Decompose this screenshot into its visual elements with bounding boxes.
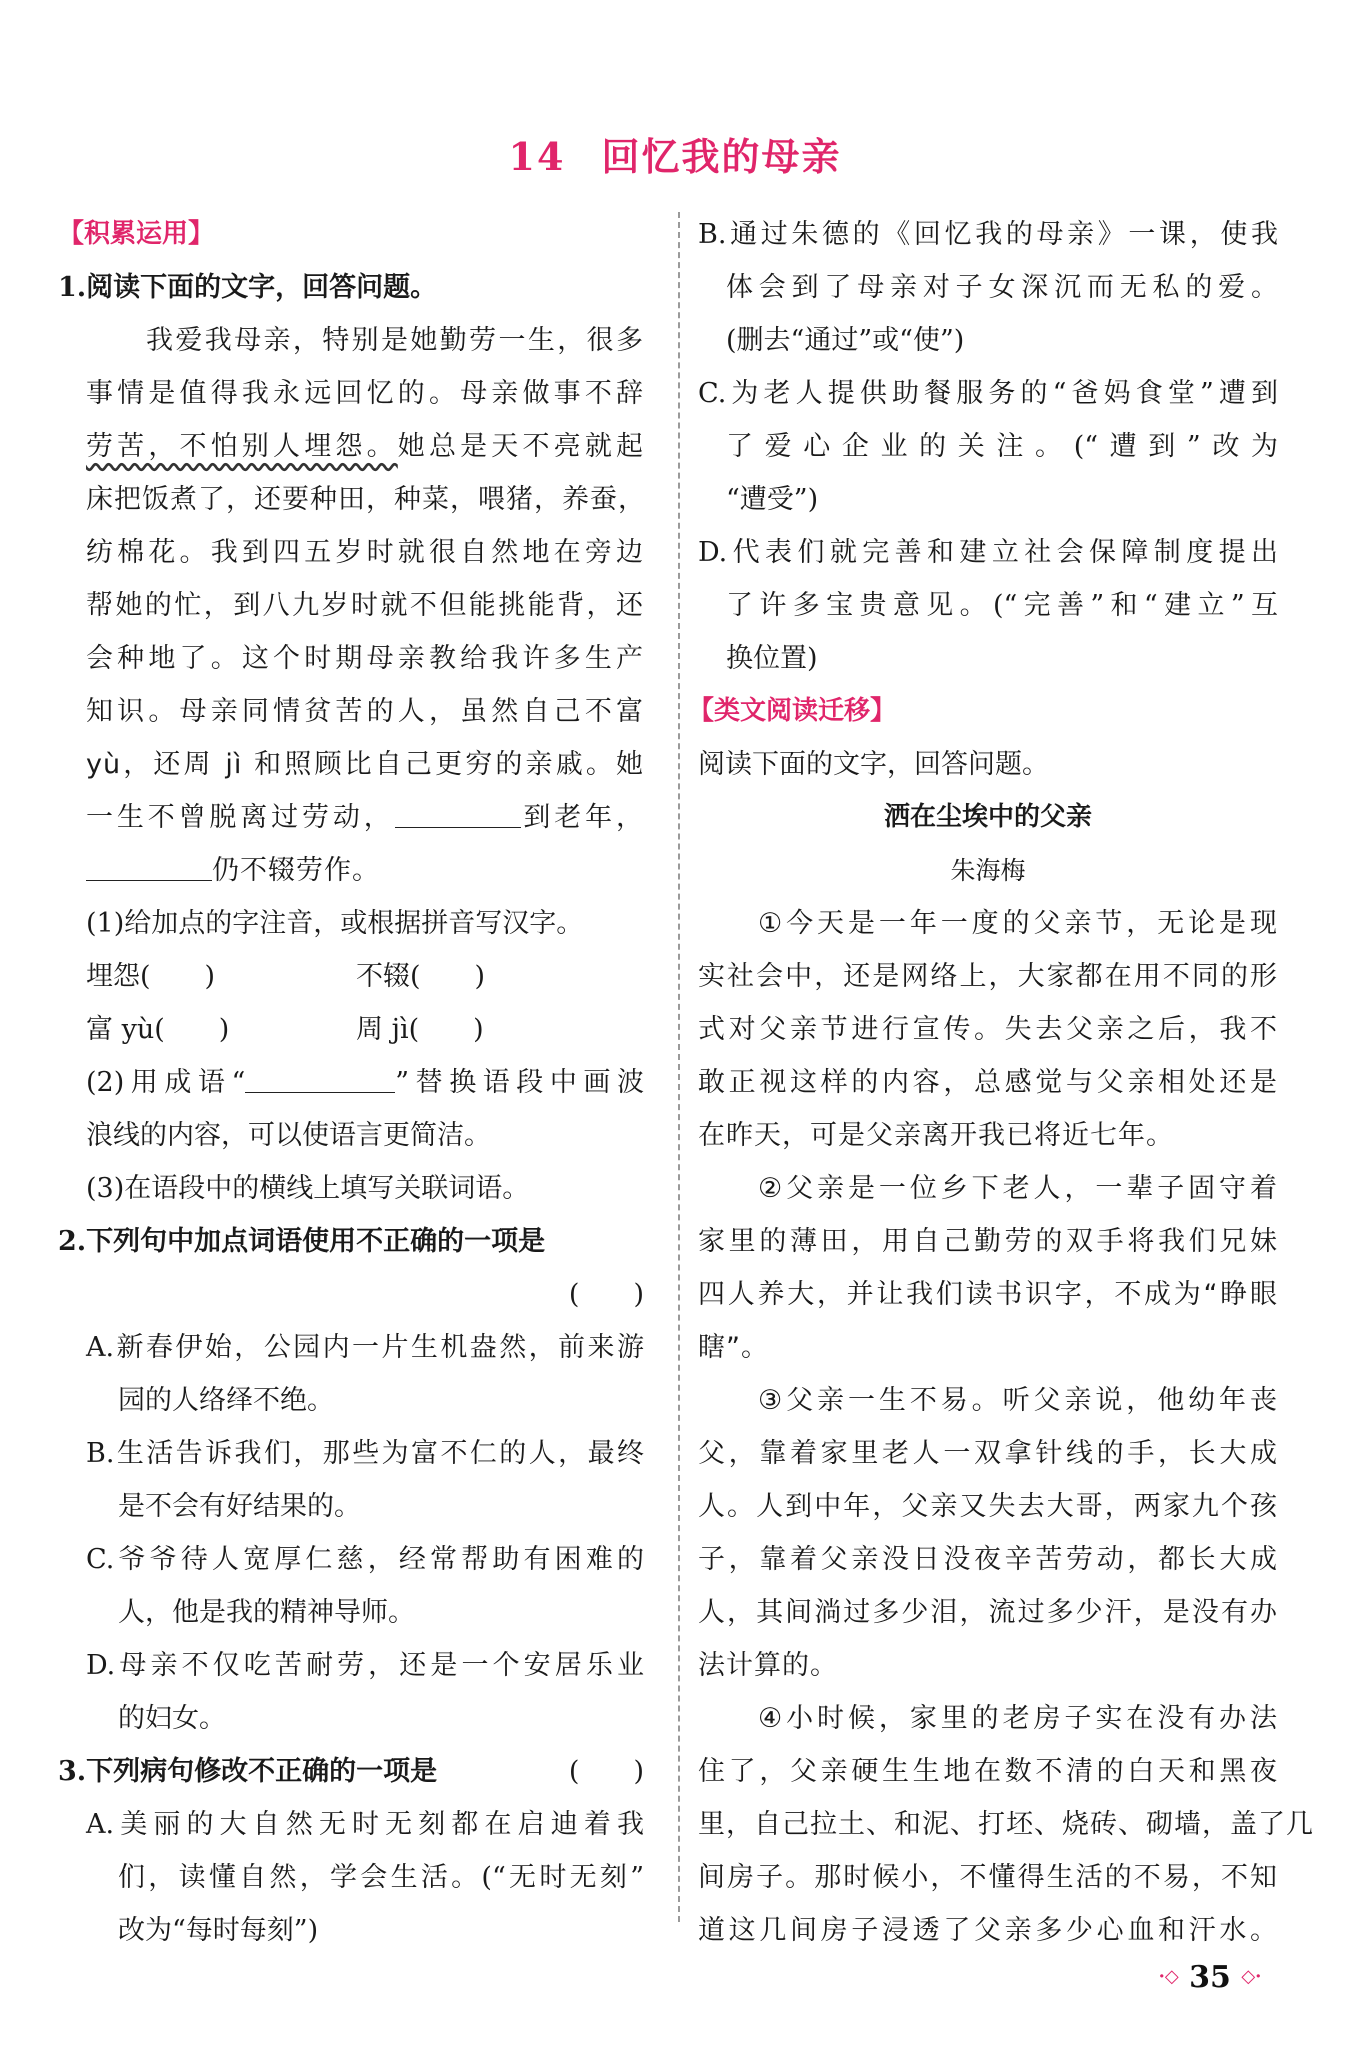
page-number [1130, 1960, 1290, 1995]
section-heading-reading: 【类文阅读迁移】 [688, 696, 897, 726]
article-line: 家里的薄田，用自己勤劳的双手将我们兄妹 [698, 1226, 1278, 1257]
lesson-number: 14 [508, 134, 566, 179]
option-d-cont: 的妇女。 [118, 1703, 226, 1734]
passage-line: 我爱我母亲，特别是她勤劳一生，很多 [146, 325, 644, 356]
article-line: ④小时候，家里的老房子实在没有办法 [758, 1703, 1278, 1734]
option-a: A.美丽的大自然无时无刻都在启迪着我 [86, 1809, 644, 1840]
passage-text: 到老年， [520, 802, 645, 833]
option-a-cont: 改为“每时每刻”) [118, 1915, 319, 1946]
question-1-stem: 1.阅读下面的文字，回答问题。 [58, 272, 438, 303]
article-line: 里，自己拉土、和泥、打坯、烧砖、砌墙，盖了几 [698, 1809, 1314, 1840]
reading-stem: 阅读下面的文字，回答问题。 [698, 749, 1049, 780]
article-line: ②父亲是一位乡下老人，一辈子固守着 [758, 1173, 1278, 1204]
passage-line: 会种地了。这个时期母亲教给我许多生产 [86, 643, 644, 674]
option-a-cont: 们，读懂自然，学会生活。(“无时无刻” [118, 1862, 644, 1893]
option-d: D.母亲不仅吃苦耐劳，还是一个安居乐业 [86, 1650, 644, 1681]
option-c-cont: 人，他是我的精神导师。 [118, 1597, 415, 1628]
answer-paren[interactable]: ( ) [568, 1279, 644, 1310]
article-line: 四人养大，并让我们读书识字，不成为“睁眼 [698, 1279, 1278, 1310]
question-3-stem: 3.下列病句修改不正确的一项是 [58, 1756, 438, 1787]
pinyin-row [58, 950, 644, 1003]
article-line: 人，其间淌过多少泪，流过多少汗，是没有办 [698, 1597, 1278, 1628]
passage-line [58, 844, 644, 897]
article-title: 洒在尘埃中的父亲 [883, 802, 1092, 832]
passage-text: 一生不曾脱离过劳动， [86, 802, 395, 833]
option-c-cont: “遭受”) [726, 484, 819, 515]
option-d-cont: 了许多宝贵意见。(“完善”和“建立”互 [726, 590, 1278, 621]
article-line: 实社会中，还是网络上，大家都在用不同的形 [698, 961, 1278, 992]
option-c: C.爷爷待人宽厚仁慈，经常帮助有困难的 [86, 1544, 644, 1575]
page-number-text: 35 [1189, 1960, 1231, 1995]
sub-question-2 [58, 1056, 644, 1109]
lesson-title: 回忆我的母亲 [601, 134, 842, 179]
answer-paren[interactable]: ( ) [568, 1756, 644, 1787]
option-b-cont: (删去“通过”或“使”) [726, 325, 965, 356]
passage-line: 知识。母亲同情贫苦的人，虽然自己不富 [86, 696, 644, 727]
ornament-icon: ·◇ [1158, 1966, 1179, 1987]
passage-line: 事情是值得我永远回忆的。母亲做事不辞 [86, 378, 644, 409]
sub-question-3: (3)在语段中的横线上填写关联词语。 [86, 1173, 530, 1204]
article-line: ①今天是一年一度的父亲节，无论是现 [758, 908, 1278, 939]
article-line: 法计算的。 [698, 1650, 838, 1681]
fill-blank[interactable] [86, 850, 212, 881]
question-3-row [58, 1745, 644, 1798]
wavy-underlined-text: 劳苦，不怕别人埋怨。 [86, 431, 398, 462]
article-line: 住了，父亲硬生生地在数不清的白天和黑夜 [698, 1756, 1278, 1787]
sub-question-2-cont: 浪线的内容，可以使语言更简洁。 [86, 1120, 491, 1151]
option-b-cont: 体会到了母亲对子女深沉而无私的爱。 [726, 272, 1278, 303]
question-2-stem: 2.下列句中加点词语使用不正确的一项是 [58, 1226, 546, 1257]
left-column [58, 208, 644, 1957]
passage-line [58, 420, 644, 473]
article-line: ③父亲一生不易。听父亲说，他幼年丧 [758, 1385, 1278, 1416]
option-c: C.为老人提供助餐服务的“爸妈食堂”遭到 [698, 378, 1278, 409]
passage-line: 纺棉花。我到四五岁时就很自然地在旁边 [86, 537, 644, 568]
article-line: 在昨天，可是父亲离开我已将近七年。 [698, 1120, 1174, 1151]
article-line: 子，靠着父亲没日没夜辛苦劳动，都长大成 [698, 1544, 1278, 1575]
option-d-cont: 换位置) [726, 643, 818, 674]
sub-question-text: ”替换语段中画波 [395, 1067, 644, 1098]
section-heading-accumulate: 【积累运用】 [58, 219, 215, 249]
passage-text: 她总是天不亮就起 [397, 431, 645, 462]
fill-blank[interactable] [245, 1062, 395, 1093]
option-b: B.生活告诉我们，那些为富不仁的人，最终 [86, 1438, 644, 1469]
passage-line [58, 791, 644, 844]
sub-question-1: (1)给加点的字注音，或根据拼音写汉字。 [86, 908, 584, 939]
article-line: 敢正视这样的内容，总感觉与父亲相处还是 [698, 1067, 1278, 1098]
article-line: 人。人到中年，父亲又失去大哥，两家九个孩 [698, 1491, 1278, 1522]
option-d: D.代表们就完善和建立社会保障制度提出 [698, 537, 1278, 568]
pinyin-item: 富 yù( ) [86, 1014, 230, 1045]
sub-question-text: (2)用成语“ [86, 1067, 246, 1098]
pinyin-item: 周 jì( ) [356, 1014, 484, 1045]
pinyin-item: 不辍( ) [356, 961, 486, 992]
column-divider [678, 212, 680, 1922]
article-line: 瞎”。 [698, 1332, 769, 1363]
pinyin-row [58, 1003, 644, 1056]
ornament-icon: ◇· [1241, 1966, 1262, 1987]
option-b-cont: 是不会有好结果的。 [118, 1491, 361, 1522]
article-author: 朱海梅 [950, 856, 1026, 885]
option-a-cont: 园的人络绎不绝。 [118, 1385, 334, 1416]
right-column [688, 208, 1314, 1957]
passage-line: 帮她的忙，到八九岁时就不但能挑能背，还 [86, 590, 644, 621]
passage-text: 仍不辍劳作。 [212, 855, 380, 886]
article-line: 父，靠着家里老人一双拿针线的手，长大成 [698, 1438, 1278, 1469]
article-line: 道这几间房子浸透了父亲多少心血和汗水。 [698, 1915, 1278, 1946]
article-line: 式对父亲节进行宣传。失去父亲之后，我不 [698, 1014, 1278, 1045]
article-line: 间房子。那时候小，不懂得生活的不易，不知 [698, 1862, 1278, 1893]
page-title [0, 126, 1350, 181]
fill-blank[interactable] [395, 797, 521, 828]
passage-line: 床把饭煮了，还要种田，种菜，喂猪，养蚕， [86, 484, 646, 515]
pinyin-item: 埋怨( ) [86, 961, 216, 992]
option-c-cont: 了爱心企业的关注。(“遭到”改为 [726, 431, 1278, 462]
passage-line: yù，还周 jì 和照顾比自己更穷的亲戚。她 [86, 749, 644, 780]
option-a: A.新春伊始，公园内一片生机盎然，前来游 [86, 1332, 644, 1363]
option-b: B.通过朱德的《回忆我的母亲》一课，使我 [698, 219, 1278, 250]
